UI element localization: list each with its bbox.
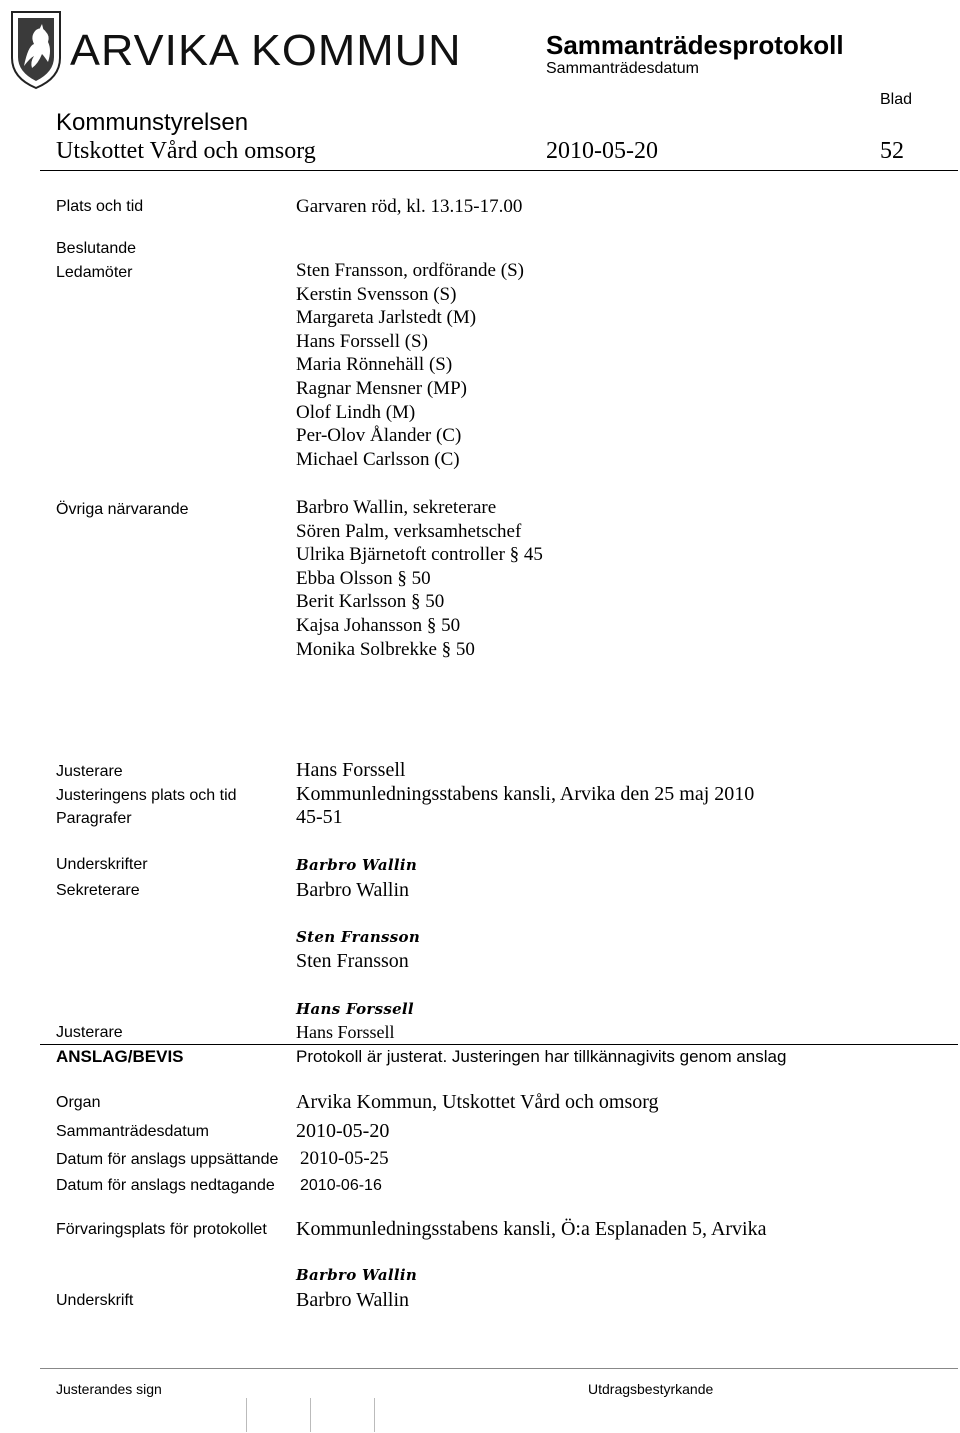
notice-date-label: Sammanträdesdatum [56,1123,209,1140]
signature-adjuster-name: Hans Forssell [296,1022,395,1042]
attendee-name: Monika Solbrekke § 50 [296,638,475,660]
place-value: Garvaren röd, kl. 13.15-17.00 [296,196,523,217]
committee-name: Kommunstyrelsen [56,109,249,136]
member-name: Michael Carlsson (C) [296,448,460,470]
secretary-signature: Barbro Wallin [296,856,418,874]
adjuster-value: Hans Forssell [296,759,406,781]
header-divider [40,170,958,171]
footer-divider [40,1368,958,1369]
organ-label: Organ [56,1094,101,1111]
member-name: Per-Olov Ålander (C) [296,425,462,447]
attendee-name: Barbro Wallin, sekreterare [296,497,497,518]
member-name: Olof Lindh (M) [296,401,416,423]
organ-value: Arvika Kommun, Utskottet Vård och omsorg [296,1091,659,1113]
removed-date-value: 2010-06-16 [300,1177,382,1194]
others-present-label: Övriga närvarande [56,501,189,518]
document-type: Sammanträdesprotokoll [546,30,844,60]
adjuster-label: Justerare [56,763,123,780]
attendee-name: Ebba Olsson § 50 [296,567,431,589]
member-name: Maria Rönnehäll (S) [296,354,453,376]
secretary-label: Sekreterare [56,882,140,899]
footer-sign-box-divider [310,1398,311,1432]
notice-title: ANSLAG/BEVIS [56,1047,184,1066]
attendee-name: Sören Palm, verksamhetschef [296,520,522,542]
chair-name: Sten Fransson [296,950,409,972]
page-label: Blad [880,91,913,108]
member-name: Sten Fransson, ordförande (S) [296,260,524,281]
removed-date-label: Datum för anslags nedtagande [56,1177,275,1194]
footer-sign-box-divider [246,1398,247,1432]
member-name: Kerstin Svensson (S) [296,283,457,305]
chair-signature: Sten Fransson [296,928,421,946]
page-number: 52 [880,138,904,164]
meeting-date: 2010-05-20 [546,138,658,164]
adjusters-sign-label: Justerandes sign [56,1381,162,1397]
attendee-name: Ulrika Bjärnetoft controller § 45 [296,544,543,566]
attendee-name: Kajsa Johansson § 50 [296,614,461,636]
meeting-date-label: Sammanträdesdatum [546,60,699,77]
member-name: Hans Forssell (S) [296,330,428,352]
paragraphs-value: 45-51 [296,806,343,828]
extract-cert-label: Utdragsbestyrkande [588,1381,714,1397]
members-label: Ledamöter [56,264,133,281]
subcommittee-name: Utskottet Vård och omsorg [56,138,316,164]
posted-date-value: 2010-05-25 [300,1148,389,1169]
notice-date-value: 2010-05-20 [296,1120,390,1142]
notice-signature-name: Barbro Wallin [296,1289,409,1311]
notice-statement: Protokoll är justerat. Justeringen har tillkännagivits genom anslag [296,1047,787,1066]
member-name: Ragnar Mensner (MP) [296,377,467,399]
footer-sign-box-divider [374,1398,375,1432]
storage-label: Förvaringsplats för protokollet [56,1221,267,1238]
secretary-name: Barbro Wallin [296,879,409,901]
signatures-label: Underskrifter [56,856,148,873]
adjust-place-label: Justeringens plats och tid [56,787,237,804]
notice-signature: Barbro Wallin [296,1266,418,1284]
storage-value: Kommunledningsstabens kansli, Ö:a Esplanaden 5, Arvika [296,1218,767,1240]
notice-divider [40,1044,958,1045]
org-logo-text: ARVIKA KOMMUN [70,26,462,75]
municipality-crest [8,6,64,90]
member-name: Margareta Jarlstedt (M) [296,307,477,329]
signature-adjuster-label: Justerare [56,1024,123,1041]
adjuster-signature: Hans Forssell [296,1000,414,1018]
paragraphs-label: Paragrafer [56,810,132,827]
adjust-place-value: Kommunledningsstabens kansli, Arvika den 25 maj 2010 [296,783,755,805]
posted-date-label: Datum för anslags uppsättande [56,1151,279,1168]
attendee-name: Berit Karlsson § 50 [296,591,445,613]
deciding-label: Beslutande [56,240,137,257]
place-label: Plats och tid [56,198,144,215]
others-present-list [296,496,543,661]
notice-signature-label: Underskrift [56,1292,134,1309]
members-list [296,259,524,471]
